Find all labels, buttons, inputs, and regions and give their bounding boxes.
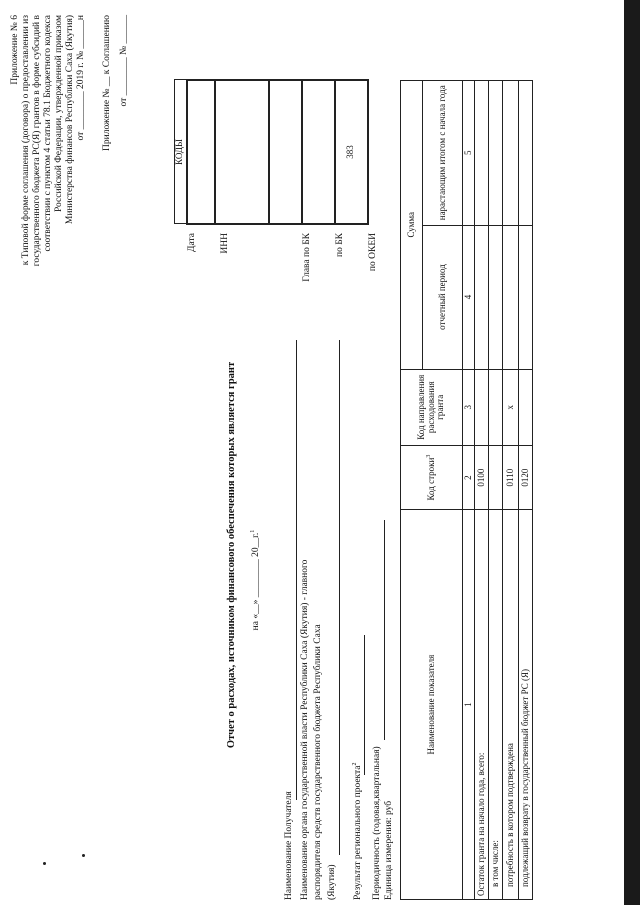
appendix-line: от ________ 2019 г. № ______н <box>75 15 86 141</box>
row-name: Остаток гранта на начало года, всего: <box>475 510 489 900</box>
row-direction <box>489 369 503 445</box>
report-date: на «__» ________ 20__г. <box>251 532 262 631</box>
appendix-line: соответствии с пунктом 4 статьи 78.1 Бюджетного кодекса <box>42 15 53 252</box>
codes-header: КОДЫ <box>175 80 187 224</box>
field-recipient: Наименование Получателя <box>284 791 294 900</box>
table-row <box>475 81 489 900</box>
agreement-line1: Приложение № __ к Соглашению <box>102 15 112 151</box>
table-row <box>489 81 503 900</box>
row-code: 0100 <box>475 446 489 510</box>
field-unit: Единица измерения: руб <box>384 800 394 900</box>
col-number: 2 <box>463 446 475 510</box>
code-label-date: Дата <box>187 233 197 252</box>
appendix-line: Российской Федерации, утвержденной приказом <box>53 15 64 212</box>
row-period[interactable] <box>503 225 519 369</box>
row-period[interactable] <box>475 225 489 369</box>
row-direction <box>475 369 489 445</box>
row-code: 0110 <box>503 446 519 510</box>
table-row <box>503 81 519 900</box>
field-authority-3: (Якутия) <box>327 864 337 900</box>
code-cell-glava[interactable] <box>269 80 302 224</box>
report-date-line <box>250 455 262 705</box>
header-code <box>401 446 463 510</box>
row-period[interactable] <box>489 225 503 369</box>
scan-dot <box>43 862 46 865</box>
row-code <box>489 446 503 510</box>
field-authority-1: Наименование органа государственной власти Республики Саха (Якутия) - главного <box>300 559 310 900</box>
scan-edge-bar <box>624 0 640 905</box>
footnote-1: 1 <box>250 529 256 533</box>
scan-dot <box>82 854 85 857</box>
field-periodicity: Периодичность (годовая,квартальная) <box>372 746 382 900</box>
header-direction: Код направления расходования гранта <box>401 369 463 445</box>
footnote-2: 2 <box>352 762 358 766</box>
row-direction <box>519 369 533 445</box>
report-table <box>400 80 533 900</box>
header-sum: Сумма <box>401 81 423 370</box>
col-number: 5 <box>463 81 475 226</box>
header-period: отчетный период <box>423 225 463 369</box>
row-name: в том числе: <box>489 510 503 900</box>
appendix-block <box>10 15 86 345</box>
code-cell-inn[interactable] <box>215 80 269 224</box>
row-name: подлежащий возврату в государственный бюджет РС (Я) <box>519 510 533 900</box>
row-cumulative[interactable] <box>489 81 503 226</box>
header-code-label: Код строки <box>426 457 437 501</box>
field-result-line <box>352 762 364 900</box>
col-number: 3 <box>463 369 475 445</box>
code-label-glava: Глава по БК <box>302 233 312 282</box>
code-cell-date[interactable] <box>187 80 215 224</box>
row-direction: x <box>503 369 519 445</box>
row-cumulative[interactable] <box>503 81 519 226</box>
header-cumulative: нарастающим итогом с начала года <box>423 81 463 226</box>
col-number: 1 <box>463 510 475 900</box>
code-label-okei: по ОКЕИ <box>368 233 378 272</box>
footnote-3: 3 <box>426 454 433 458</box>
row-period[interactable] <box>519 225 533 369</box>
report-title: Отчет о расходах, источником финансового обеспечения которых является грант <box>226 361 237 749</box>
field-authority-2: распорядителя средств государственного бюджета Республики Саха <box>313 624 323 900</box>
code-label-bk: по БК <box>335 233 345 258</box>
header-name: Наименование показателя <box>401 510 463 900</box>
code-cell-bk[interactable] <box>302 80 335 224</box>
agreement-line2: от ________ № ______ <box>118 15 129 107</box>
appendix-title: Приложение № 6 <box>10 15 20 85</box>
code-cell-okei: 383 <box>335 80 368 224</box>
code-label-inn: ИНН <box>220 233 230 254</box>
table-row <box>519 81 533 900</box>
col-number: 4 <box>463 225 475 369</box>
row-code: 0120 <box>519 446 533 510</box>
appendix-line: к Типовой форме соглашения (договора) о предоставлении из <box>20 15 31 266</box>
appendix-line: государственного бюджета РС(Я) грантов в форме субсидий в <box>31 15 42 267</box>
codes-table <box>174 79 369 225</box>
agreement-block <box>102 15 130 215</box>
row-cumulative[interactable] <box>475 81 489 226</box>
field-result: Результат регионального проекта <box>353 765 364 900</box>
row-cumulative[interactable] <box>519 81 533 226</box>
row-name: потребность в котором подтверждена <box>503 510 519 900</box>
appendix-line: Министерства финансов Республики Саха (Якутия) <box>64 15 75 225</box>
